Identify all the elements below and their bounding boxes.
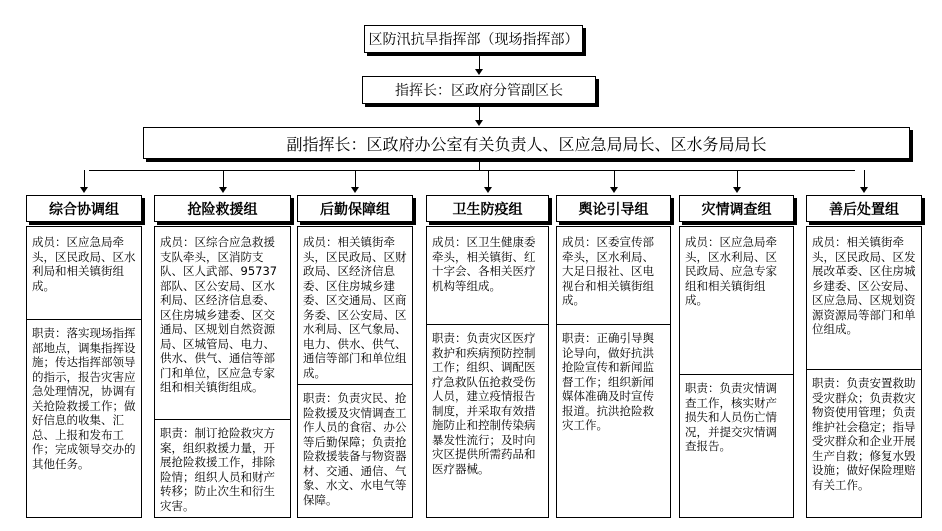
arrow-down-icon <box>80 187 88 193</box>
group-title-logistics: 后勤保障组 <box>297 195 413 222</box>
arrow-down-icon <box>351 187 359 193</box>
arrow-down-icon <box>475 120 483 126</box>
commander-box <box>362 76 596 104</box>
arrow-down-icon <box>610 187 618 193</box>
connector-line <box>479 54 480 70</box>
connector-line <box>479 160 480 170</box>
group-duties-text: 职责：负责灾民、抢险救援及灾情调查工作人员的食宿、办公等后勤保障；负责抢险救援装备与物资器材、交通、通信、气象、水文、水电气等保障。 <box>298 384 412 519</box>
connector-line <box>737 170 738 187</box>
arrow-down-icon <box>860 187 868 193</box>
arrow-down-icon <box>484 187 492 193</box>
connector-line <box>488 170 489 187</box>
group-connector-bar <box>89 170 855 171</box>
group-duties-text: 职责：负责灾情调查工作，核实财产损失和人员伤亡情况，并提交灾情调查报告。 <box>680 374 793 519</box>
group-title-health: 卫生防疫组 <box>426 195 549 222</box>
connector-line <box>355 170 356 187</box>
group-body-health <box>426 226 549 518</box>
group-members-text: 成员：区应急局牵头，区水利局、区民政局、应急专家组和相关镇街组成。 <box>685 235 777 307</box>
group-duties-text: 职责：正确引导舆论导向，做好抗洪抢险宣传和新闻监督工作；组织新闻媒体准确及时宣传报道。抗洪抢险救灾工作。 <box>557 324 670 519</box>
group-title-aftermath: 善后处置组 <box>806 195 922 222</box>
connector-line <box>84 170 85 187</box>
arrow-down-icon <box>219 187 227 193</box>
group-members-text: 成员：区卫生健康委牵头，相关镇街、红十字会、各相关医疗机构等组成。 <box>432 235 536 293</box>
group-title-rescue: 抢险救援组 <box>154 195 291 222</box>
connector-line <box>223 170 224 187</box>
group-title-coordination: 综合协调组 <box>26 195 142 222</box>
command-headquarters-title: 区防汛抗旱指挥部（现场指挥部） <box>368 32 579 48</box>
arrow-down-icon <box>733 187 741 193</box>
group-members-text: 成员：区应急局牵头，区民政局、区水利局和相关镇街组成。 <box>32 235 136 293</box>
group-body-investigation <box>679 226 794 518</box>
commander-label: 指挥长：区政府分管副区长 <box>395 83 563 99</box>
deputy-commander-box <box>143 127 910 159</box>
group-members-text: 成员：相关镇街牵头，区民政局、区发展改革委、区住房城乡建委、区公安局、区应急局、区规划资源资源局等部门和单位组成。 <box>812 235 916 336</box>
group-title-publicity: 舆论引导组 <box>556 195 671 222</box>
group-duties-text: 职责：负责安置救助受灾群众；负责救灾物资使用管理；负责维护社会稳定；指导受灾群众和企业开展生产自救；修复水毁设施；做好保险理赔有关工作。 <box>807 369 921 519</box>
command-headquarters-box <box>364 25 583 53</box>
group-members-text: 成员：区委宣传部牵头，区水利局、大足日报社、区电视台和相关镇街组成。 <box>562 235 654 307</box>
group-members-text: 成员：相关镇街牵头，区民政局、区财政局、区经济信息委、区住房城乡建委、区交通局、区商务委、区公安局、区水利局、区气象局、电力、供水、供气、通信等部门和单位组成。 <box>303 235 407 380</box>
group-duties-text: 职责：制订抢险救灾方案，组织救援力量，开展抢险救援工作，排除险情；组织人员和财产转移；防止次生和衍生灾害。 <box>155 419 290 519</box>
group-title-investigation: 灾情调查组 <box>679 195 794 222</box>
group-members-text: 成员：区综合应急救援支队牵头，区消防支队、区人武部、95737部队、区公安局、区水利局、区经济信息委、区住房城乡建委、区交通局、区规划自然资源局、区城管局、电力、供水、供气、通信等部门和单位，区应急专家组和相关镇街组成。 <box>160 235 278 394</box>
group-duties-text: 职责：落实现场指挥部地点，调集指挥设施；传达指挥部领导的指示，报告灾害应急处理情况，协调有关抢险救援工作；做好信息的收集、汇总、上报和发布工作；完成领导交办的其他任务。 <box>27 319 141 519</box>
connector-line <box>614 170 615 187</box>
group-duties-text: 职责：负责灾区医疗救护和疾病预防控制工作；组织、调配医疗急救队伍抢救受伤人员，建立疫情报告制度，并采取有效措施防止和控制传染病暴发性流行；及时向灾区提供所需药品和医疗器械。 <box>427 324 548 519</box>
arrow-down-icon <box>475 69 483 75</box>
deputy-commander-label: 副指挥长：区政府办公室有关负责人、区应急局局长、区水务局局长 <box>286 134 767 154</box>
group-body-logistics <box>297 226 413 518</box>
connector-line <box>479 105 480 121</box>
group-body-aftermath <box>806 226 922 518</box>
group-body-publicity <box>556 226 671 518</box>
group-body-rescue <box>154 226 291 518</box>
group-body-coordination <box>26 226 142 518</box>
connector-line <box>864 170 865 187</box>
